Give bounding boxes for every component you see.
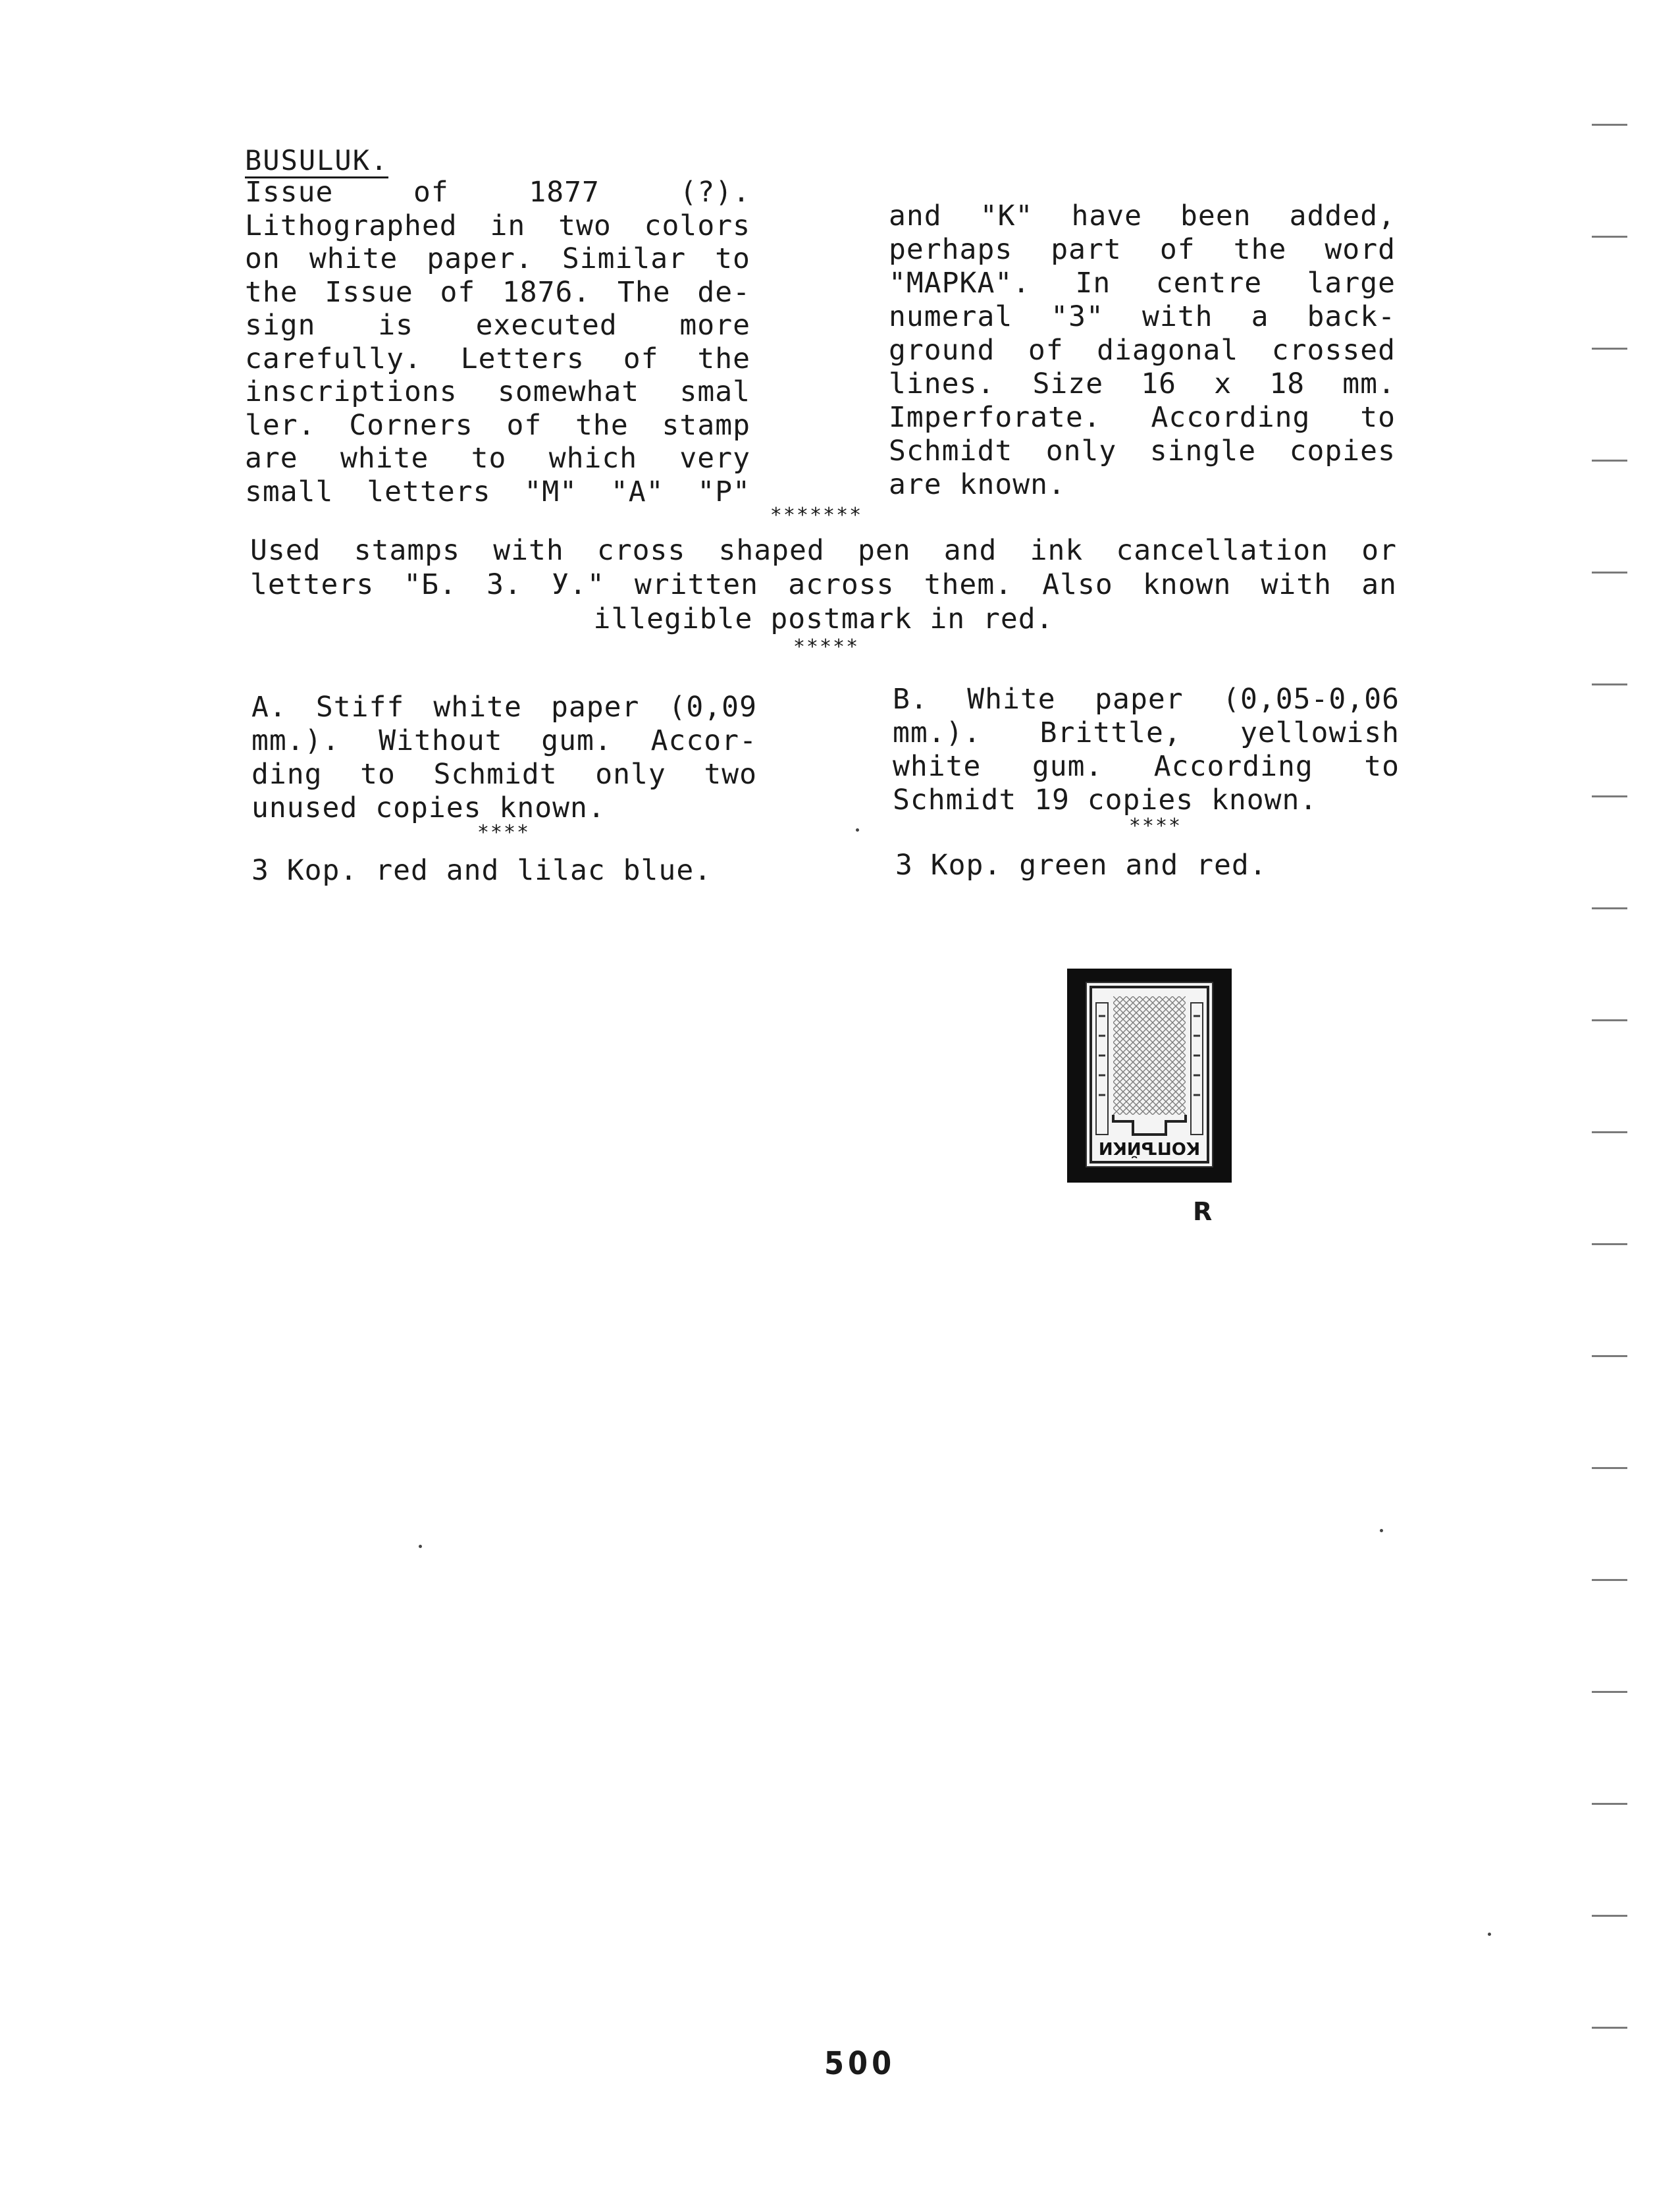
binder-mark bbox=[1592, 1915, 1627, 1917]
binder-mark bbox=[1592, 2027, 1627, 2029]
variety-b-line: mm.). Brittle, yellowish bbox=[893, 716, 1400, 749]
right-column-line: are known. bbox=[889, 468, 1066, 501]
variety-b-line: B. White paper (0,05-0,06 bbox=[893, 683, 1400, 716]
scan-speck bbox=[419, 1545, 422, 1548]
right-column-line: "MAPKA". In centre large bbox=[889, 267, 1396, 300]
stamp-design-svg bbox=[1087, 983, 1212, 1166]
binder-mark bbox=[1592, 124, 1627, 126]
binder-mark bbox=[1592, 1019, 1627, 1021]
binder-mark bbox=[1592, 1243, 1627, 1245]
variety-a-line: mm.). Without gum. Accor- bbox=[251, 724, 757, 757]
cancellation-line: letters "Б. З. У." written across them. Also known with an bbox=[250, 568, 1397, 601]
binder-mark bbox=[1592, 460, 1627, 462]
right-column-line: Schmidt only single copies bbox=[889, 435, 1396, 468]
left-column-line: Lithographed in two colors bbox=[245, 209, 750, 242]
variety-a-line: ding to Schmidt only two bbox=[251, 758, 757, 791]
binder-mark bbox=[1592, 1691, 1627, 1693]
right-column-line: Imperforate. According to bbox=[889, 401, 1396, 434]
separator-stars-2: ***** bbox=[793, 635, 860, 658]
binder-mark bbox=[1592, 683, 1627, 685]
right-column-line: ground of diagonal crossed bbox=[889, 334, 1396, 367]
stamp-caption: R bbox=[1193, 1197, 1213, 1226]
stamp-illustration bbox=[1067, 969, 1232, 1183]
right-column-line: lines. Size 16 x 18 mm. bbox=[889, 367, 1396, 400]
scan-speck bbox=[856, 828, 859, 832]
left-column-line: on white paper. Similar to bbox=[245, 242, 750, 275]
left-column-line: inscriptions somewhat smal bbox=[245, 375, 750, 408]
cancellation-line: illegible postmark in red. bbox=[593, 602, 1054, 635]
scan-speck bbox=[1380, 1529, 1383, 1532]
stamp-a-listing: 3 Kop. red and lilac blue. bbox=[251, 854, 712, 887]
binder-mark bbox=[1592, 236, 1627, 238]
binder-mark bbox=[1592, 1579, 1627, 1581]
left-column-line: small letters "M" "A" "P" bbox=[245, 475, 750, 508]
left-column-line: carefully. Letters of the bbox=[245, 342, 750, 375]
separator-stars-b: **** bbox=[1128, 815, 1182, 838]
left-column-line: Issue of 1877 (?). bbox=[245, 176, 750, 209]
separator-stars-1: ******* bbox=[770, 504, 863, 527]
binder-mark bbox=[1592, 1355, 1627, 1357]
stamp-inscription: КОПЪЙКИ bbox=[1098, 1138, 1201, 1158]
binder-mark bbox=[1592, 348, 1627, 350]
stamp-b-listing: 3 Kop. green and red. bbox=[895, 849, 1267, 882]
binder-mark bbox=[1592, 1131, 1627, 1133]
binder-mark bbox=[1592, 572, 1627, 574]
stamp-image bbox=[1086, 982, 1213, 1167]
scan-speck bbox=[1488, 1933, 1491, 1936]
right-column-line: perhaps part of the word bbox=[889, 233, 1396, 266]
left-column-line: are white to which very bbox=[245, 442, 750, 475]
right-column-line: and "K" have been added, bbox=[889, 200, 1396, 232]
variety-b-line: Schmidt 19 copies known. bbox=[893, 784, 1318, 816]
cancellation-line: Used stamps with cross shaped pen and ink cancellation or bbox=[250, 534, 1397, 567]
right-column-line: numeral "3" with a back- bbox=[889, 300, 1396, 333]
binder-mark bbox=[1592, 907, 1627, 909]
left-column-line: the Issue of 1876. The de- bbox=[245, 275, 750, 309]
left-column-line: ler. Corners of the stamp bbox=[245, 408, 750, 442]
separator-stars-a: **** bbox=[477, 821, 531, 844]
variety-b-line: white gum. According to bbox=[893, 750, 1400, 783]
variety-a-line: A. Stiff white paper (0,09 bbox=[251, 691, 757, 724]
page-number: 500 bbox=[824, 2045, 896, 2082]
binder-mark bbox=[1592, 1803, 1627, 1805]
binder-mark bbox=[1592, 1467, 1627, 1469]
variety-a-line: unused copies known. bbox=[251, 791, 606, 824]
left-column-line: sign is executed more bbox=[245, 309, 750, 342]
section-title: BUSULUK. bbox=[245, 146, 388, 178]
binder-mark bbox=[1592, 795, 1627, 797]
